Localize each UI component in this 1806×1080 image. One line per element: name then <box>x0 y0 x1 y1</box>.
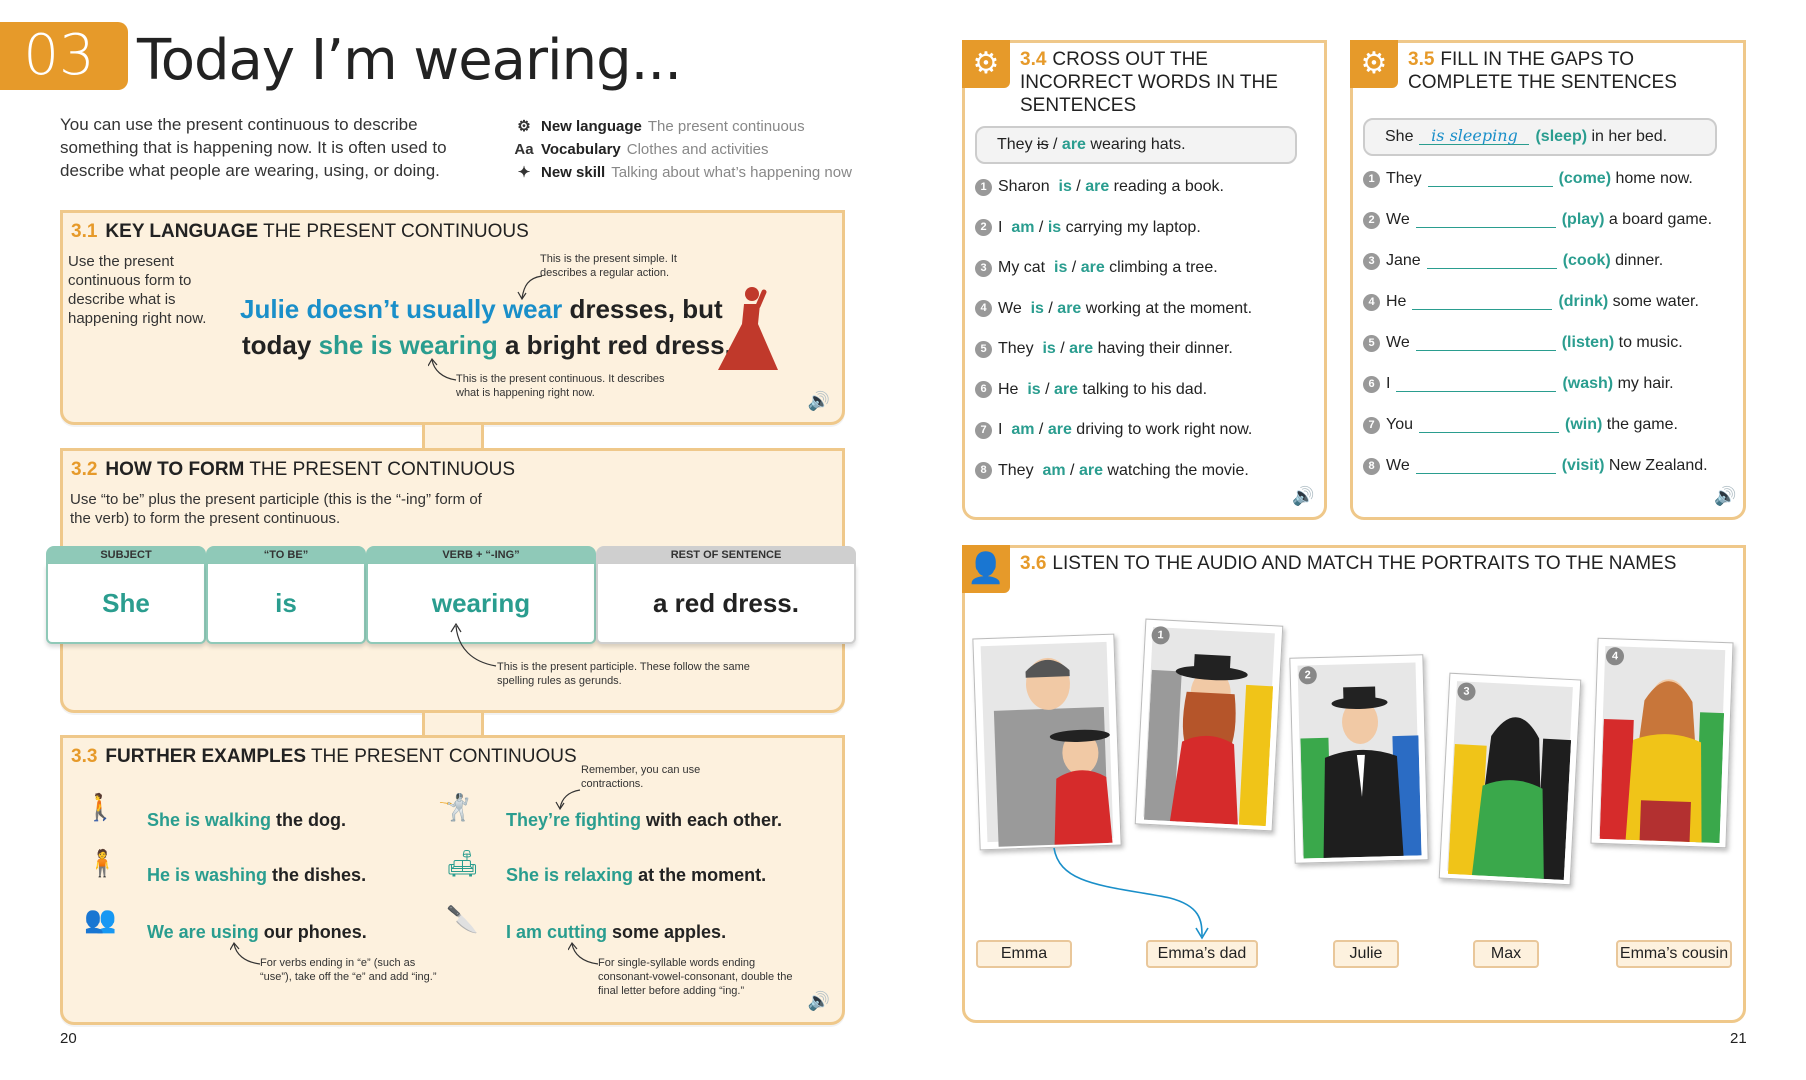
slash: / <box>1048 136 1062 153</box>
example-verb: She is relaxing <box>506 865 634 885</box>
heading-bold: KEY LANGUAGE <box>105 221 259 242</box>
exercise-item <box>1363 375 1674 393</box>
formula-rest <box>596 546 856 646</box>
slash: / <box>1071 178 1086 195</box>
formula-word: She <box>46 564 206 644</box>
item-number: 7 <box>1363 417 1380 434</box>
example-sentence-line2 <box>242 330 732 361</box>
participle-note: This is the present participle. These follow the same spelling rules as gerunds. <box>497 661 750 687</box>
example-rest: at the moment. <box>633 865 767 885</box>
example-answer <box>1363 118 1717 156</box>
panel-heading <box>71 746 577 768</box>
spelling-e-note: For verbs ending in “e” (such as “use”), take off the “e” and add “ing.” <box>260 957 437 983</box>
exercise-item[interactable] <box>975 300 1252 318</box>
speaker-icon[interactable]: 🔊 <box>807 991 830 1011</box>
sentence-text: reading a book. <box>1109 178 1224 195</box>
portrait-example[interactable] <box>972 634 1121 851</box>
meta-label: Vocabulary <box>541 141 621 158</box>
exercise-item <box>1363 170 1693 188</box>
match-arrow <box>1050 846 1210 942</box>
exercise-title <box>1020 552 1740 575</box>
word-option-a[interactable]: is <box>1058 178 1072 195</box>
example-rest: our phones. <box>258 922 367 942</box>
note-arrow <box>230 940 264 970</box>
sentence-text: They <box>998 340 1039 357</box>
sentence-text: watching the movie. <box>1102 461 1249 479</box>
word-option-b[interactable]: are <box>1057 299 1082 317</box>
page-number-right: 21 <box>1730 1030 1747 1047</box>
slash: / <box>1067 259 1081 276</box>
example-answer-word: is sleeping <box>1419 129 1529 145</box>
exercise-instructions: CROSS OUT THE INCORRECT WORDS IN THE SENTENCES <box>1020 49 1278 116</box>
unit-meta <box>513 115 852 184</box>
verb-hint: (cook) <box>1562 252 1611 269</box>
section-number: 3.5 <box>1408 49 1435 70</box>
how-to-form-description: Use “to be” plus the present participle (this is the “-ing” form of the verb) to form the present continuous. <box>70 491 482 527</box>
section-number: 3.1 <box>71 221 98 242</box>
section-number: 3.2 <box>71 459 98 480</box>
word-option-a[interactable]: am <box>1011 218 1035 236</box>
heading-rest: THE PRESENT CONTINUOUS <box>263 221 529 242</box>
subject: We <box>1386 457 1410 474</box>
meta-label: New skill <box>541 164 606 181</box>
exercise-item[interactable] <box>975 340 1233 358</box>
word-option-b[interactable]: are <box>1047 421 1072 438</box>
answer-blank[interactable] <box>1416 335 1556 351</box>
item-number: 3 <box>1363 253 1380 270</box>
verb-hint: (visit) <box>1561 457 1605 474</box>
sentence-text: the game. <box>1602 416 1678 433</box>
example-sentence <box>506 810 782 831</box>
portrait-number: 4 <box>1606 647 1625 666</box>
example-sentence <box>506 865 766 886</box>
name-tag-emmas-dad[interactable]: Emma’s dad <box>1146 940 1258 968</box>
spelling-double-note: For single-syllable words ending consonant-vowel-consonant, double the final letter before adding “ing.” <box>598 957 793 997</box>
sentence-text: to music. <box>1614 334 1683 351</box>
sentence-text: climbing a tree. <box>1104 259 1218 276</box>
relaxing-icon: 🛋 <box>446 848 480 878</box>
sentence-text: New Zealand. <box>1604 457 1708 474</box>
formula-head: SUBJECT <box>46 546 206 564</box>
meta-value: Talking about what’s happening now <box>611 164 852 181</box>
word-option-a[interactable]: is <box>1027 380 1041 398</box>
subject: We <box>1386 211 1410 228</box>
verb-hint: (come) <box>1558 170 1612 187</box>
slash: / <box>1034 421 1048 438</box>
section-number: 3.6 <box>1020 553 1047 574</box>
panel-heading <box>71 459 515 481</box>
section-number: 3.4 <box>1020 49 1047 70</box>
portrait-illustration <box>1299 665 1422 858</box>
sentence-text: talking to his dad. <box>1078 380 1208 398</box>
note-arrow <box>568 940 602 970</box>
word-option-b[interactable]: is <box>1047 218 1062 236</box>
page-number-left: 20 <box>60 1030 77 1047</box>
sentence-text: home now. <box>1611 170 1693 187</box>
exercise-instructions: FILL IN THE GAPS TO COMPLETE THE SENTENCES <box>1408 49 1677 93</box>
formula-head: VERB + “-ING” <box>366 546 596 564</box>
formula-head: “TO BE” <box>206 546 366 564</box>
heading-rest: THE PRESENT CONTINUOUS <box>310 746 577 767</box>
panel-heading <box>71 221 529 243</box>
word-option-a[interactable]: am <box>1042 461 1066 479</box>
portrait-illustration <box>1600 649 1727 843</box>
word-option-b[interactable]: are <box>1078 461 1103 479</box>
exercise-item <box>1363 334 1683 352</box>
fighting-icon: 🤺 <box>438 792 471 822</box>
name-tag-max[interactable]: Max <box>1473 940 1539 968</box>
portrait-illustration <box>982 647 1115 847</box>
slash: / <box>1040 380 1055 398</box>
sentence-text: He <box>998 380 1023 398</box>
example-verb: I am cutting <box>506 922 608 942</box>
answer-blank[interactable] <box>1428 171 1553 187</box>
exercise-item[interactable] <box>975 381 1207 399</box>
gear-icon: ⚙ <box>962 40 1010 88</box>
cutting-apples-icon: 🔪 <box>446 904 479 934</box>
word-option-a[interactable]: is <box>1054 259 1068 276</box>
example-sentence <box>147 865 366 886</box>
walking-dog-icon: 🚶 <box>84 792 117 822</box>
formula-subject <box>46 546 206 646</box>
portrait-illustration <box>1448 684 1574 880</box>
exercise-item <box>1363 211 1712 229</box>
section-number: 3.3 <box>71 746 98 767</box>
intro-text: You can use the present continuous to describe something that is happening now. It is often used to describe what people are wearing, using, or doing. <box>60 115 447 180</box>
verb-hint: (listen) <box>1561 334 1615 351</box>
exercise-item[interactable] <box>975 462 1249 480</box>
sentence-text: carrying my laptop. <box>1061 218 1201 236</box>
heading-rest: THE PRESENT CONTINUOUS <box>249 459 516 480</box>
word-option-b[interactable]: are <box>1080 259 1105 276</box>
vocabulary-icon: Aa <box>514 141 534 158</box>
sentence-text: Sharon <box>998 178 1055 195</box>
subject: You <box>1386 416 1413 433</box>
item-number: 1 <box>975 179 992 196</box>
subject: They <box>1386 170 1422 187</box>
sentence-text: wearing hats. <box>1085 136 1186 153</box>
slash: / <box>1043 299 1058 317</box>
key-language-description: Use the present continuous form to describe what is happening right now. <box>68 253 207 327</box>
example-sentence <box>506 922 726 943</box>
exercise-3-5 <box>1350 40 1746 520</box>
present-continuous-note: This is the present continuous. It describes what is happening right now. <box>456 373 665 399</box>
name-tag-emmas-cousin[interactable]: Emma’s cousin <box>1616 940 1732 968</box>
speaker-icon[interactable]: 🔊 <box>807 391 830 411</box>
sentence-text: having their dinner. <box>1093 340 1233 357</box>
page-title: Today I’m wearing... <box>137 28 682 93</box>
item-number: 6 <box>1363 376 1380 393</box>
item-number: 7 <box>975 422 992 439</box>
example-rest: with each other. <box>641 810 783 830</box>
exercise-instructions: LISTEN TO THE AUDIO AND MATCH THE PORTRAITS TO THE NAMES <box>1052 553 1677 574</box>
portrait-illustration <box>1144 630 1276 826</box>
subject: I <box>1386 375 1391 392</box>
sentence-text: She <box>1385 128 1414 145</box>
formula-head: REST OF SENTENCE <box>596 546 856 564</box>
meta-value: Clothes and activities <box>626 141 769 158</box>
sentence-text: a board game. <box>1604 211 1713 228</box>
exercise-title <box>1020 48 1320 117</box>
sentence-text: my hair. <box>1613 375 1674 392</box>
verb-hint: (drink) <box>1558 293 1609 310</box>
heading-bold: FURTHER EXAMPLES <box>105 746 306 767</box>
crossed-word: is <box>1037 136 1049 153</box>
slash: / <box>1065 461 1079 479</box>
item-number: 1 <box>1363 171 1380 188</box>
verb-hint: (sleep) <box>1535 128 1588 145</box>
item-number: 2 <box>975 219 992 236</box>
sentence-text: driving to work right now. <box>1071 421 1253 438</box>
example-verb: She is walking <box>147 810 272 830</box>
word-option-a[interactable]: am <box>1011 421 1035 438</box>
word-option-b[interactable]: are <box>1054 380 1079 398</box>
listening-person-icon: 👤 <box>962 545 1010 593</box>
portrait-3[interactable] <box>1439 673 1582 886</box>
name-tag-julie[interactable]: Julie <box>1333 940 1399 968</box>
example-verb: We are using <box>147 922 259 942</box>
note-arrow <box>552 786 584 812</box>
exercise-item[interactable] <box>975 178 1224 196</box>
example-rest: some apples. <box>607 922 727 942</box>
example-verb: They’re fighting <box>506 810 641 830</box>
note-arrow <box>448 622 500 670</box>
portrait-2[interactable] <box>1289 654 1428 863</box>
gear-icon: ⚙ <box>517 118 531 135</box>
exercise-item[interactable] <box>975 421 1252 439</box>
heading-bold: HOW TO FORM <box>105 459 245 480</box>
sentence-text: They <box>998 461 1039 479</box>
woman-in-dress-icon <box>712 284 782 374</box>
answer-blank[interactable] <box>1396 376 1556 392</box>
sentence-text: working at the moment. <box>1081 299 1253 317</box>
answer-blank[interactable] <box>1416 458 1556 474</box>
exercise-item <box>1363 252 1663 270</box>
people-phones-icon: 👥 <box>84 904 117 934</box>
portrait-1[interactable] <box>1135 619 1284 832</box>
item-number: 8 <box>975 462 992 479</box>
subject: We <box>1386 334 1410 351</box>
sentence-text: We <box>998 299 1027 317</box>
word-option-a[interactable]: is <box>1030 299 1044 317</box>
exercise-item[interactable] <box>975 219 1201 237</box>
speaker-icon[interactable]: 🔊 <box>1292 486 1315 506</box>
answer-blank[interactable] <box>1427 253 1557 269</box>
correct-word: are <box>1061 136 1086 153</box>
exercise-item[interactable] <box>975 259 1218 277</box>
item-number: 2 <box>1363 212 1380 229</box>
word-option-b[interactable]: are <box>1085 178 1110 195</box>
contraction-note: Remember, you can use contractions. <box>581 764 701 790</box>
example-verb: He is washing <box>147 865 268 885</box>
formula-word: is <box>206 564 366 644</box>
sentence-text: in her bed. <box>1587 128 1668 145</box>
verb-hint: (win) <box>1565 416 1603 433</box>
exercise-title <box>1408 48 1738 94</box>
verb-hint: (wash) <box>1562 375 1614 392</box>
item-number: 4 <box>1363 294 1380 311</box>
exercise-item <box>1363 293 1699 311</box>
gear-icon: ⚙ <box>1350 40 1398 88</box>
item-number: 5 <box>975 341 992 358</box>
item-number: 5 <box>1363 335 1380 352</box>
washing-dishes-icon: 🧍 <box>86 848 119 878</box>
subject: Jane <box>1386 252 1421 269</box>
exercise-item <box>1363 457 1708 475</box>
sentence-text: My cat <box>998 259 1050 276</box>
sentence-text: They <box>997 136 1038 153</box>
subject: He <box>1386 293 1407 310</box>
sentence-text: dinner. <box>1610 252 1664 269</box>
sentence-text: some water. <box>1608 293 1699 310</box>
example-answer <box>975 126 1297 164</box>
example-sentence-line1 <box>240 294 723 325</box>
present-simple-note: This is the present simple. It describes a regular action. <box>540 253 677 279</box>
word-option-b[interactable]: are <box>1069 340 1094 357</box>
example-rest: the dog. <box>271 810 347 830</box>
item-number: 4 <box>975 300 992 317</box>
unit-number: 03 <box>23 23 95 88</box>
slash: / <box>1055 340 1070 357</box>
name-tag-emma[interactable]: Emma <box>976 940 1072 968</box>
item-number: 3 <box>975 260 992 277</box>
speaker-icon[interactable]: 🔊 <box>1714 486 1737 506</box>
portrait-number: 3 <box>1457 682 1476 701</box>
item-number: 6 <box>975 381 992 398</box>
meta-value: The present continuous <box>647 118 805 135</box>
example-rest: the dishes. <box>267 865 367 885</box>
item-number: 8 <box>1363 458 1380 475</box>
present-simple-phrase: Julie doesn’t usually wear <box>240 294 563 324</box>
present-continuous-phrase: she is wearing <box>318 330 498 360</box>
sentence-text: a bright red dress. <box>497 330 732 360</box>
word-option-a[interactable]: is <box>1042 340 1056 357</box>
verb-hint: (play) <box>1561 211 1605 228</box>
sentence-text: today <box>242 330 319 360</box>
sentence-text: dresses, but <box>562 294 723 324</box>
formula-to-be <box>206 546 366 646</box>
answer-blank[interactable] <box>1416 212 1556 228</box>
portrait-number: 2 <box>1299 666 1317 684</box>
formula-word: wearing <box>366 564 596 644</box>
puzzle-icon: ✦ <box>517 164 531 181</box>
answer-blank[interactable] <box>1419 417 1559 433</box>
answer-blank[interactable] <box>1412 294 1552 310</box>
portrait-number: 1 <box>1151 626 1170 645</box>
exercise-item <box>1363 416 1678 434</box>
slash: / <box>1034 218 1048 236</box>
portrait-4[interactable] <box>1590 638 1733 849</box>
formula-word: a red dress. <box>596 564 856 644</box>
meta-label: New language <box>541 118 642 135</box>
sentence-text: I <box>998 218 1007 236</box>
sentence-text: I <box>998 421 1007 438</box>
example-sentence <box>147 810 346 831</box>
